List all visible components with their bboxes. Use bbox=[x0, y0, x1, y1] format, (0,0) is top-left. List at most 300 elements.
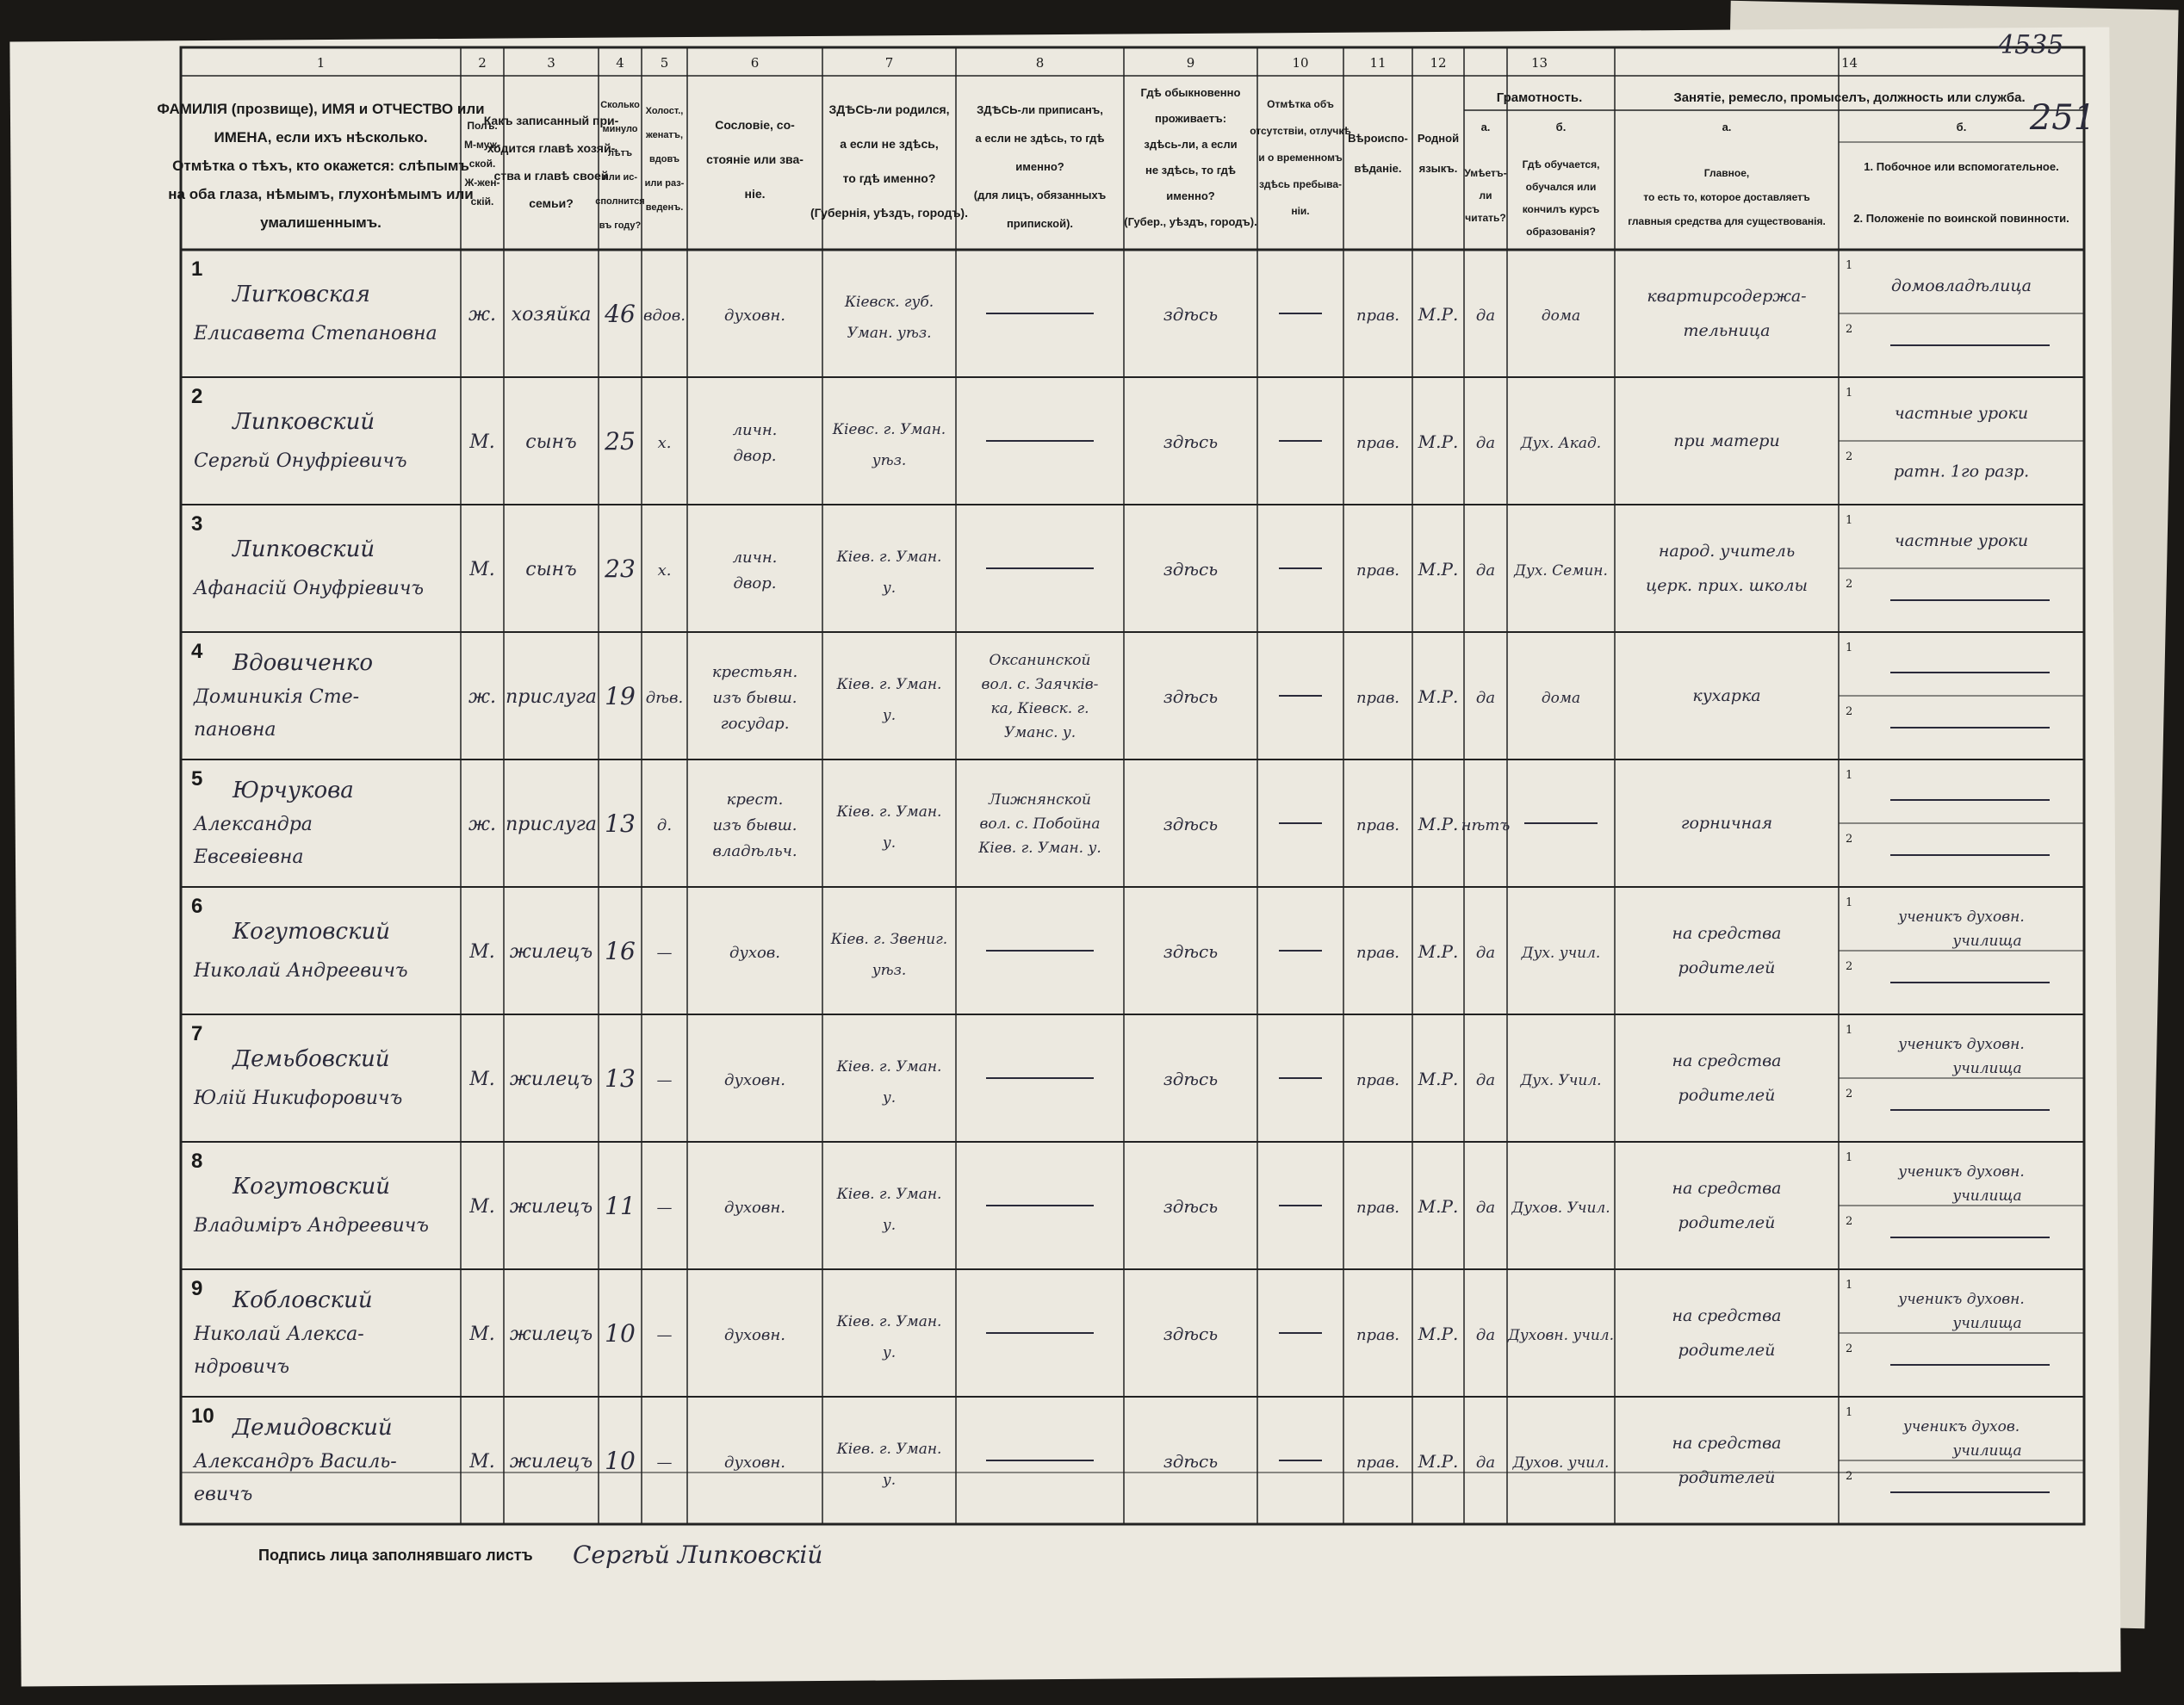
header-age: лѣтъ bbox=[607, 148, 633, 158]
table-frame bbox=[181, 47, 2084, 1524]
row-number: 1 bbox=[191, 257, 203, 281]
occupation-b2-value: ратн. 1го разр. bbox=[1893, 462, 2030, 481]
header-registered: а если не здѣсь, то гдѣ bbox=[975, 132, 1105, 145]
header-registered: ЗДѢСЬ-ли приписанъ, bbox=[977, 103, 1103, 116]
marital-value: вдов. bbox=[643, 307, 686, 325]
religion-value: прав. bbox=[1356, 816, 1400, 834]
age-value: 13 bbox=[605, 1064, 636, 1093]
occupation-main-value: квартирсодержа- bbox=[1647, 287, 1807, 306]
given-name: Николай Алекса- bbox=[194, 1324, 364, 1345]
corner-number: 4535 bbox=[1998, 30, 2064, 60]
birthplace-value: у. bbox=[882, 1089, 897, 1107]
row-number: 6 bbox=[191, 895, 203, 918]
occupation-main-value: на средства bbox=[1672, 924, 1782, 943]
occupation-main-value: родителей bbox=[1678, 1468, 1776, 1487]
education-value: Дух. Семин. bbox=[1514, 562, 1608, 580]
column-number: 5 bbox=[660, 55, 669, 71]
sex-value: ж. bbox=[468, 686, 497, 708]
birthplace-value: у. bbox=[882, 1472, 897, 1489]
religion-value: прав. bbox=[1356, 1199, 1400, 1217]
age-value: 11 bbox=[605, 1192, 636, 1220]
age-value: 13 bbox=[605, 809, 636, 838]
birthplace-value: у. bbox=[882, 834, 897, 852]
header-absence: Отмѣтка объ bbox=[1267, 98, 1334, 110]
surname: Кобловский bbox=[233, 1287, 373, 1313]
occ-b2-index: 2 bbox=[1846, 1342, 1853, 1355]
estate-value: изъ бывш. bbox=[712, 689, 797, 707]
header-age: минуло bbox=[602, 124, 638, 134]
religion-value: прав. bbox=[1356, 1071, 1400, 1089]
column-number: 11 bbox=[1369, 55, 1387, 71]
birthplace-value: Кiев. г. Уман. bbox=[836, 1441, 942, 1458]
occ-b1-index: 1 bbox=[1846, 896, 1853, 909]
header-literacy-a-label: а. bbox=[1480, 121, 1491, 133]
header-occupation-b2: 2. Положеніе по воинской повинности. bbox=[1853, 212, 2069, 225]
census-row bbox=[191, 640, 2050, 741]
header-absence: ніи. bbox=[1291, 205, 1310, 217]
estate-value: духов. bbox=[729, 944, 781, 962]
occupation-b1-value: ученикъ духовн. bbox=[1898, 908, 2025, 926]
header-name: на оба глаза, нѣмымъ, глухонѣмымъ или bbox=[168, 186, 474, 202]
birthplace-value: Кiевс. г. Уман. bbox=[832, 421, 946, 438]
row-number: 10 bbox=[191, 1404, 214, 1428]
given-name: Владиміръ Андреевичъ bbox=[194, 1215, 429, 1237]
religion-value: прав. bbox=[1356, 561, 1400, 580]
header-marital: веденъ. bbox=[645, 202, 684, 213]
signature-value: Сергѣй Липковскій bbox=[573, 1541, 823, 1569]
language-value: М.Р. bbox=[1418, 941, 1459, 962]
relation-value: сынъ bbox=[525, 431, 577, 453]
occ-b1-index: 1 bbox=[1846, 1279, 1853, 1292]
column-number: 8 bbox=[1035, 55, 1045, 71]
given-name: Доминикія Сте- bbox=[194, 686, 360, 708]
sex-value: М. bbox=[469, 1324, 495, 1345]
column-number: 4 bbox=[616, 55, 624, 71]
header-relation: ства и главѣ своей bbox=[493, 169, 609, 183]
census-row bbox=[191, 512, 2050, 600]
occupation-b1-value: частные уроки bbox=[1894, 531, 2029, 550]
registered-value: Уманс. у. bbox=[1003, 724, 1076, 741]
marital-value: — bbox=[656, 1199, 673, 1217]
row-number: 2 bbox=[191, 385, 203, 408]
estate-value: крест. bbox=[726, 790, 784, 809]
occupation-main-value: на средства bbox=[1672, 1434, 1782, 1453]
residence-value: здѣсь bbox=[1163, 431, 1219, 452]
header-marital: женатъ, bbox=[646, 130, 683, 140]
marital-value: х. bbox=[657, 434, 672, 452]
occupation-main-value: народ. учитель bbox=[1658, 542, 1796, 561]
header-relation: Какъ записанный при- bbox=[483, 114, 619, 127]
header-registered: (для лицъ, обязанныхъ bbox=[973, 189, 1107, 202]
education-value: Дух. Учил. bbox=[1520, 1072, 1602, 1089]
residence-value: здѣсь bbox=[1163, 1196, 1219, 1217]
column-headers bbox=[157, 86, 2069, 238]
marital-value: дѣв. bbox=[645, 689, 684, 707]
surname: Липковский bbox=[233, 409, 375, 435]
occ-b2-index: 2 bbox=[1846, 705, 1853, 718]
residence-value: здѣсь bbox=[1163, 559, 1219, 580]
language-value: М.Р. bbox=[1418, 431, 1459, 452]
given-name: евичъ bbox=[194, 1484, 253, 1505]
occupation-main-value: на средства bbox=[1672, 1179, 1782, 1198]
birthplace-value: у. bbox=[882, 580, 897, 597]
census-row bbox=[191, 1150, 2050, 1237]
header-name: Отмѣтка о тѣхъ, кто окажется: слѣпымъ bbox=[172, 158, 469, 174]
header-sex: М-муж- bbox=[463, 139, 501, 151]
registered-value: вол. с. Побойна bbox=[979, 815, 1101, 833]
column-number: 7 bbox=[884, 55, 894, 71]
relation-value: жилецъ bbox=[509, 1451, 593, 1472]
sex-value: М. bbox=[469, 1451, 495, 1472]
birthplace-value: Кiев. г. Звениг. bbox=[830, 931, 948, 948]
table-grid bbox=[181, 47, 2084, 1524]
header-residence: не здѣсь, то гдѣ bbox=[1145, 164, 1237, 177]
census-row bbox=[191, 257, 2050, 345]
occupation-b1-value: ученикъ духов. bbox=[1902, 1418, 2020, 1435]
birthplace-value: Кiев. г. Уман. bbox=[836, 1186, 942, 1203]
sex-value: М. bbox=[469, 1196, 495, 1218]
occ-b2-index: 2 bbox=[1846, 578, 1853, 591]
literate-value: да bbox=[1475, 434, 1496, 452]
language-value: М.Р. bbox=[1418, 686, 1459, 707]
sex-value: ж. bbox=[468, 814, 497, 835]
estate-value: двор. bbox=[733, 447, 777, 465]
occupation-main-value: родителей bbox=[1678, 1341, 1776, 1360]
registered-value: Оксанинской bbox=[989, 652, 1091, 669]
column-number: 9 bbox=[1186, 55, 1195, 71]
residence-value: здѣсь bbox=[1163, 304, 1219, 325]
header-estate: Сословіе, со- bbox=[715, 118, 795, 132]
birthplace-value: Кiев. г. Уман. bbox=[836, 803, 942, 821]
header-sex: скій. bbox=[470, 195, 494, 208]
residence-value: здѣсь bbox=[1163, 814, 1219, 834]
language-value: М.Р. bbox=[1418, 1451, 1459, 1472]
header-registered: припиской). bbox=[1006, 217, 1074, 230]
given-name: Александра bbox=[194, 814, 313, 835]
header-age: Сколько bbox=[600, 100, 640, 110]
age-value: 25 bbox=[605, 427, 636, 456]
given-name: Евсевіевна bbox=[194, 846, 304, 868]
occupation-main-value: родителей bbox=[1678, 1213, 1776, 1232]
estate-value: двор. bbox=[733, 574, 777, 592]
estate-value: государ. bbox=[720, 715, 790, 733]
row-number: 5 bbox=[191, 767, 203, 790]
religion-value: прав. bbox=[1356, 689, 1400, 707]
header-age: или ис- bbox=[602, 172, 638, 183]
language-value: М.Р. bbox=[1418, 814, 1459, 834]
occupation-b1-value: училища bbox=[1952, 1442, 2022, 1460]
header-literacy-b: Гдѣ обучается, bbox=[1522, 158, 1600, 170]
registered-value: Кiев. г. Уман. у. bbox=[978, 840, 1101, 857]
header-occupation-b1: 1. Побочное или вспомогательное. bbox=[1864, 160, 2059, 173]
age-value: 46 bbox=[605, 300, 636, 328]
column-number: 3 bbox=[547, 55, 555, 71]
occupation-main-value: при матери bbox=[1673, 431, 1780, 450]
language-value: М.Р. bbox=[1418, 559, 1459, 580]
birthplace-value: у. bbox=[882, 1217, 897, 1234]
literate-value: нѣтъ bbox=[1461, 816, 1511, 834]
row-number: 8 bbox=[191, 1150, 203, 1173]
residence-value: здѣсь bbox=[1163, 686, 1219, 707]
header-literacy-b-label: б. bbox=[1555, 121, 1567, 133]
census-row bbox=[191, 1277, 2050, 1378]
relation-value: прислуга bbox=[506, 814, 597, 835]
column-number: 1 bbox=[316, 55, 326, 71]
birthplace-value: Кiев. г. Уман. bbox=[836, 549, 942, 566]
birthplace-value: Кiев. г. Уман. bbox=[836, 1313, 942, 1330]
given-name: Николай Андреевичъ bbox=[194, 960, 408, 982]
birthplace-value: у. bbox=[882, 707, 897, 724]
occupation-main-value: церк. прих. школы bbox=[1646, 576, 1808, 595]
row-number: 3 bbox=[191, 512, 203, 536]
estate-value: владѣльч. bbox=[712, 842, 797, 860]
occ-b1-index: 1 bbox=[1846, 1406, 1853, 1419]
relation-value: жилецъ bbox=[509, 1196, 593, 1218]
occ-b1-index: 1 bbox=[1846, 1151, 1853, 1164]
occ-b1-index: 1 bbox=[1846, 769, 1853, 782]
occupation-b1-value: ученикъ духовн. bbox=[1898, 1291, 2025, 1308]
header-birthplace: ЗДѢСЬ-ли родился, bbox=[828, 102, 950, 116]
occupation-main-value: родителей bbox=[1678, 958, 1776, 977]
header-birthplace: (Губернія, уѣздъ, городъ). bbox=[810, 206, 968, 220]
literate-value: да bbox=[1475, 1071, 1496, 1089]
header-occupation-a: Главное, bbox=[1703, 167, 1750, 179]
religion-value: прав. bbox=[1356, 434, 1400, 452]
surname: Демьбовский bbox=[233, 1046, 390, 1072]
occupation-b1-value: училища bbox=[1952, 933, 2022, 950]
census-row bbox=[191, 895, 2050, 983]
signature-label: Подпись лица заполнявшаго листъ bbox=[258, 1547, 533, 1564]
header-literacy-a: Умѣетъ- bbox=[1464, 167, 1507, 179]
occ-b2-index: 2 bbox=[1846, 960, 1853, 973]
header-occupation: Занятіе, ремесло, промыселъ, должность или служба. bbox=[1673, 90, 2026, 105]
row-number: 7 bbox=[191, 1022, 203, 1045]
occupation-b1-value: училища bbox=[1952, 1315, 2022, 1332]
given-name: Александръ Василь- bbox=[194, 1451, 397, 1472]
estate-value: личн. bbox=[732, 549, 778, 567]
religion-value: прав. bbox=[1356, 307, 1400, 325]
literate-value: да bbox=[1475, 1326, 1496, 1344]
header-occupation-a: то есть то, которое доставляетъ bbox=[1643, 191, 1810, 203]
occupation-main-value: тельница bbox=[1683, 321, 1771, 340]
column-number: 14 bbox=[1840, 55, 1858, 71]
given-name: Юлій Никифоровичъ bbox=[194, 1088, 403, 1109]
residence-value: здѣсь bbox=[1163, 941, 1219, 962]
header-name: умалишеннымъ. bbox=[260, 214, 382, 231]
age-value: 10 bbox=[605, 1447, 636, 1475]
education-value: дома bbox=[1541, 690, 1581, 707]
relation-value: прислуга bbox=[506, 686, 597, 708]
occ-b1-index: 1 bbox=[1846, 642, 1853, 654]
occ-b2-index: 2 bbox=[1846, 833, 1853, 846]
header-relation: ходится главѣ хозяй- bbox=[487, 141, 616, 155]
estate-value: личн. bbox=[732, 421, 778, 439]
sex-value: М. bbox=[469, 431, 495, 453]
header-language: Родной bbox=[1417, 132, 1460, 145]
column-number: 13 bbox=[1530, 55, 1548, 71]
surname: Лиrковская bbox=[233, 282, 370, 307]
header-sex: ской. bbox=[468, 158, 496, 170]
occupation-b1-value: ученикъ духовн. bbox=[1898, 1163, 2025, 1181]
header-religion: вѣданіе. bbox=[1354, 162, 1402, 175]
header-name: ФАМИЛІЯ (прозвище), ИМЯ и ОТЧЕСТВО или bbox=[157, 101, 485, 117]
surname: Когутовский bbox=[233, 1174, 391, 1200]
education-value: Духов. учил. bbox=[1512, 1454, 1610, 1472]
given-name: пановна bbox=[194, 719, 276, 741]
occ-b1-index: 1 bbox=[1846, 514, 1853, 527]
occupation-main-value: на средства bbox=[1672, 1306, 1782, 1325]
header-absence: и о временномъ bbox=[1258, 152, 1343, 164]
residence-value: здѣсь bbox=[1163, 1324, 1219, 1344]
birthplace-value: Кiев. г. Уман. bbox=[836, 676, 942, 693]
literate-value: да bbox=[1475, 944, 1496, 962]
header-name: ИМЕНА, если ихъ нѣсколько. bbox=[214, 129, 428, 146]
header-marital: или раз- bbox=[644, 178, 685, 189]
header-occupation-a-label: а. bbox=[1722, 121, 1732, 133]
header-occupation-b-label: б. bbox=[1956, 121, 1967, 133]
occupation-main-value: кухарка bbox=[1692, 686, 1761, 705]
census-row bbox=[191, 385, 2029, 480]
estate-value: изъ бывш. bbox=[712, 816, 797, 834]
education-value: Дух. Акад. bbox=[1520, 435, 1602, 452]
header-sex: Ж-жен- bbox=[464, 177, 500, 189]
header-registered: именно? bbox=[1015, 160, 1064, 173]
education-value: Духов. Учил. bbox=[1511, 1200, 1610, 1217]
row-number: 4 bbox=[191, 640, 203, 663]
surname: Вдовиченко bbox=[233, 650, 373, 676]
header-occupation-a: главныя средства для существованія. bbox=[1628, 215, 1826, 227]
census-row bbox=[191, 1404, 2050, 1505]
estate-value: крестьян. bbox=[711, 663, 798, 681]
occ-b1-index: 1 bbox=[1846, 387, 1853, 400]
occ-b2-index: 2 bbox=[1846, 1088, 1853, 1100]
sex-value: М. bbox=[469, 559, 495, 580]
surname: Демидовский bbox=[233, 1415, 393, 1441]
header-literacy-a: ли bbox=[1479, 189, 1492, 202]
header-residence: Гдѣ обыкновенно bbox=[1140, 86, 1241, 99]
sex-value: М. bbox=[469, 1069, 495, 1090]
relation-value: жилецъ bbox=[509, 1324, 593, 1345]
age-value: 10 bbox=[605, 1319, 636, 1348]
residence-value: здѣсь bbox=[1163, 1451, 1219, 1472]
age-value: 19 bbox=[605, 682, 636, 710]
registered-value: вол. с. Заячків- bbox=[981, 676, 1099, 693]
birthplace-value: Уман. уѣз. bbox=[847, 325, 932, 342]
occupation-main-value: родителей bbox=[1678, 1086, 1776, 1105]
header-residence: (Губер., уѣздъ, городъ). bbox=[1124, 215, 1257, 228]
surname: Юрчукова bbox=[233, 778, 354, 803]
census-row bbox=[191, 767, 2050, 868]
occ-b2-index: 2 bbox=[1846, 1470, 1853, 1483]
sex-value: ж. bbox=[468, 304, 497, 326]
language-value: М.Р. bbox=[1418, 1069, 1459, 1089]
header-language: языкъ. bbox=[1418, 162, 1458, 175]
occupation-main-value: горничная bbox=[1680, 814, 1773, 833]
age-value: 16 bbox=[605, 937, 636, 965]
language-value: М.Р. bbox=[1418, 1196, 1459, 1217]
header-residence: именно? bbox=[1166, 189, 1215, 202]
religion-value: прав. bbox=[1356, 1454, 1400, 1472]
relation-value: сынъ bbox=[525, 559, 577, 580]
birthplace-value: уѣз. bbox=[872, 962, 907, 979]
header-age: въ году? bbox=[599, 220, 642, 231]
header-estate: ніе. bbox=[744, 187, 766, 201]
estate-value: духовн. bbox=[724, 1199, 785, 1217]
header-relation: семьи? bbox=[529, 196, 574, 210]
sheet-number: 251 bbox=[2029, 98, 2096, 138]
marital-value: д. bbox=[656, 816, 673, 834]
occ-b2-index: 2 bbox=[1846, 450, 1853, 463]
education-value: Духовн. учил. bbox=[1507, 1327, 1615, 1344]
estate-value: духовн. bbox=[724, 1071, 785, 1089]
given-name: ндровичъ bbox=[194, 1356, 290, 1378]
header-estate: стояніе или зва- bbox=[706, 152, 803, 166]
header-literacy: Грамотность. bbox=[1496, 90, 1583, 105]
header-residence: здѣсь-ли, а если bbox=[1144, 138, 1238, 151]
marital-value: — bbox=[656, 1454, 673, 1472]
row-number: 9 bbox=[191, 1277, 203, 1300]
education-value: дома bbox=[1541, 307, 1581, 325]
language-value: М.Р. bbox=[1418, 1324, 1459, 1344]
literate-value: да bbox=[1475, 1454, 1496, 1472]
literate-value: да bbox=[1475, 561, 1496, 580]
column-number: 12 bbox=[1430, 55, 1447, 71]
literate-value: да bbox=[1475, 689, 1496, 707]
occupation-b1-value: училища bbox=[1952, 1187, 2022, 1205]
occupation-main-value: на средства bbox=[1672, 1051, 1782, 1070]
sex-value: М. bbox=[469, 941, 495, 963]
residence-value: здѣсь bbox=[1163, 1069, 1219, 1089]
occupation-b1-value: училища bbox=[1952, 1060, 2022, 1077]
header-birthplace: то гдѣ именно? bbox=[842, 171, 936, 185]
marital-value: — bbox=[656, 1071, 673, 1089]
occ-b1-index: 1 bbox=[1846, 1024, 1853, 1037]
header-absence: отсутствіи, отлучкѣ bbox=[1250, 125, 1351, 137]
header-marital: Холост., bbox=[645, 106, 684, 116]
given-name: Афанасій Онуфріевичъ bbox=[194, 578, 425, 599]
header-literacy-b: образованія? bbox=[1526, 226, 1596, 238]
surname: Когутовский bbox=[233, 919, 391, 945]
marital-value: х. bbox=[657, 561, 672, 580]
estate-value: духовн. bbox=[724, 1326, 785, 1344]
occ-b2-index: 2 bbox=[1846, 1215, 1853, 1228]
header-age: сполнится bbox=[595, 196, 645, 207]
given-name: Сергѣй Онуфріевичъ bbox=[194, 450, 407, 472]
registered-value: Лижнянской bbox=[989, 791, 1091, 809]
header-religion: Вѣроиспо- bbox=[1348, 132, 1408, 145]
relation-value: хозяйка bbox=[511, 304, 592, 326]
literate-value: да bbox=[1475, 1199, 1496, 1217]
given-name: Елисавета Степановна bbox=[194, 323, 437, 344]
occupation-b1-value: ученикъ духовн. bbox=[1898, 1036, 2025, 1053]
column-numbers bbox=[317, 55, 1858, 71]
birthplace-value: у. bbox=[882, 1344, 897, 1361]
occupation-b1-value: частные уроки bbox=[1894, 404, 2029, 423]
literate-value: да bbox=[1475, 307, 1496, 325]
header-absence: здѣсь пребыва- bbox=[1258, 178, 1343, 190]
religion-value: прав. bbox=[1356, 1326, 1400, 1344]
header-literacy-a: читать? bbox=[1465, 212, 1506, 224]
census-rows bbox=[191, 257, 2050, 1505]
header-literacy-b: обучался или bbox=[1525, 181, 1597, 193]
occ-b1-index: 1 bbox=[1846, 259, 1853, 272]
header-birthplace: а если не здѣсь, bbox=[840, 137, 939, 151]
census-row bbox=[191, 1022, 2050, 1110]
language-value: М.Р. bbox=[1418, 304, 1459, 325]
birthplace-value: Кiевск. губ. bbox=[844, 294, 934, 311]
age-value: 23 bbox=[605, 555, 636, 583]
religion-value: прав. bbox=[1356, 944, 1400, 962]
